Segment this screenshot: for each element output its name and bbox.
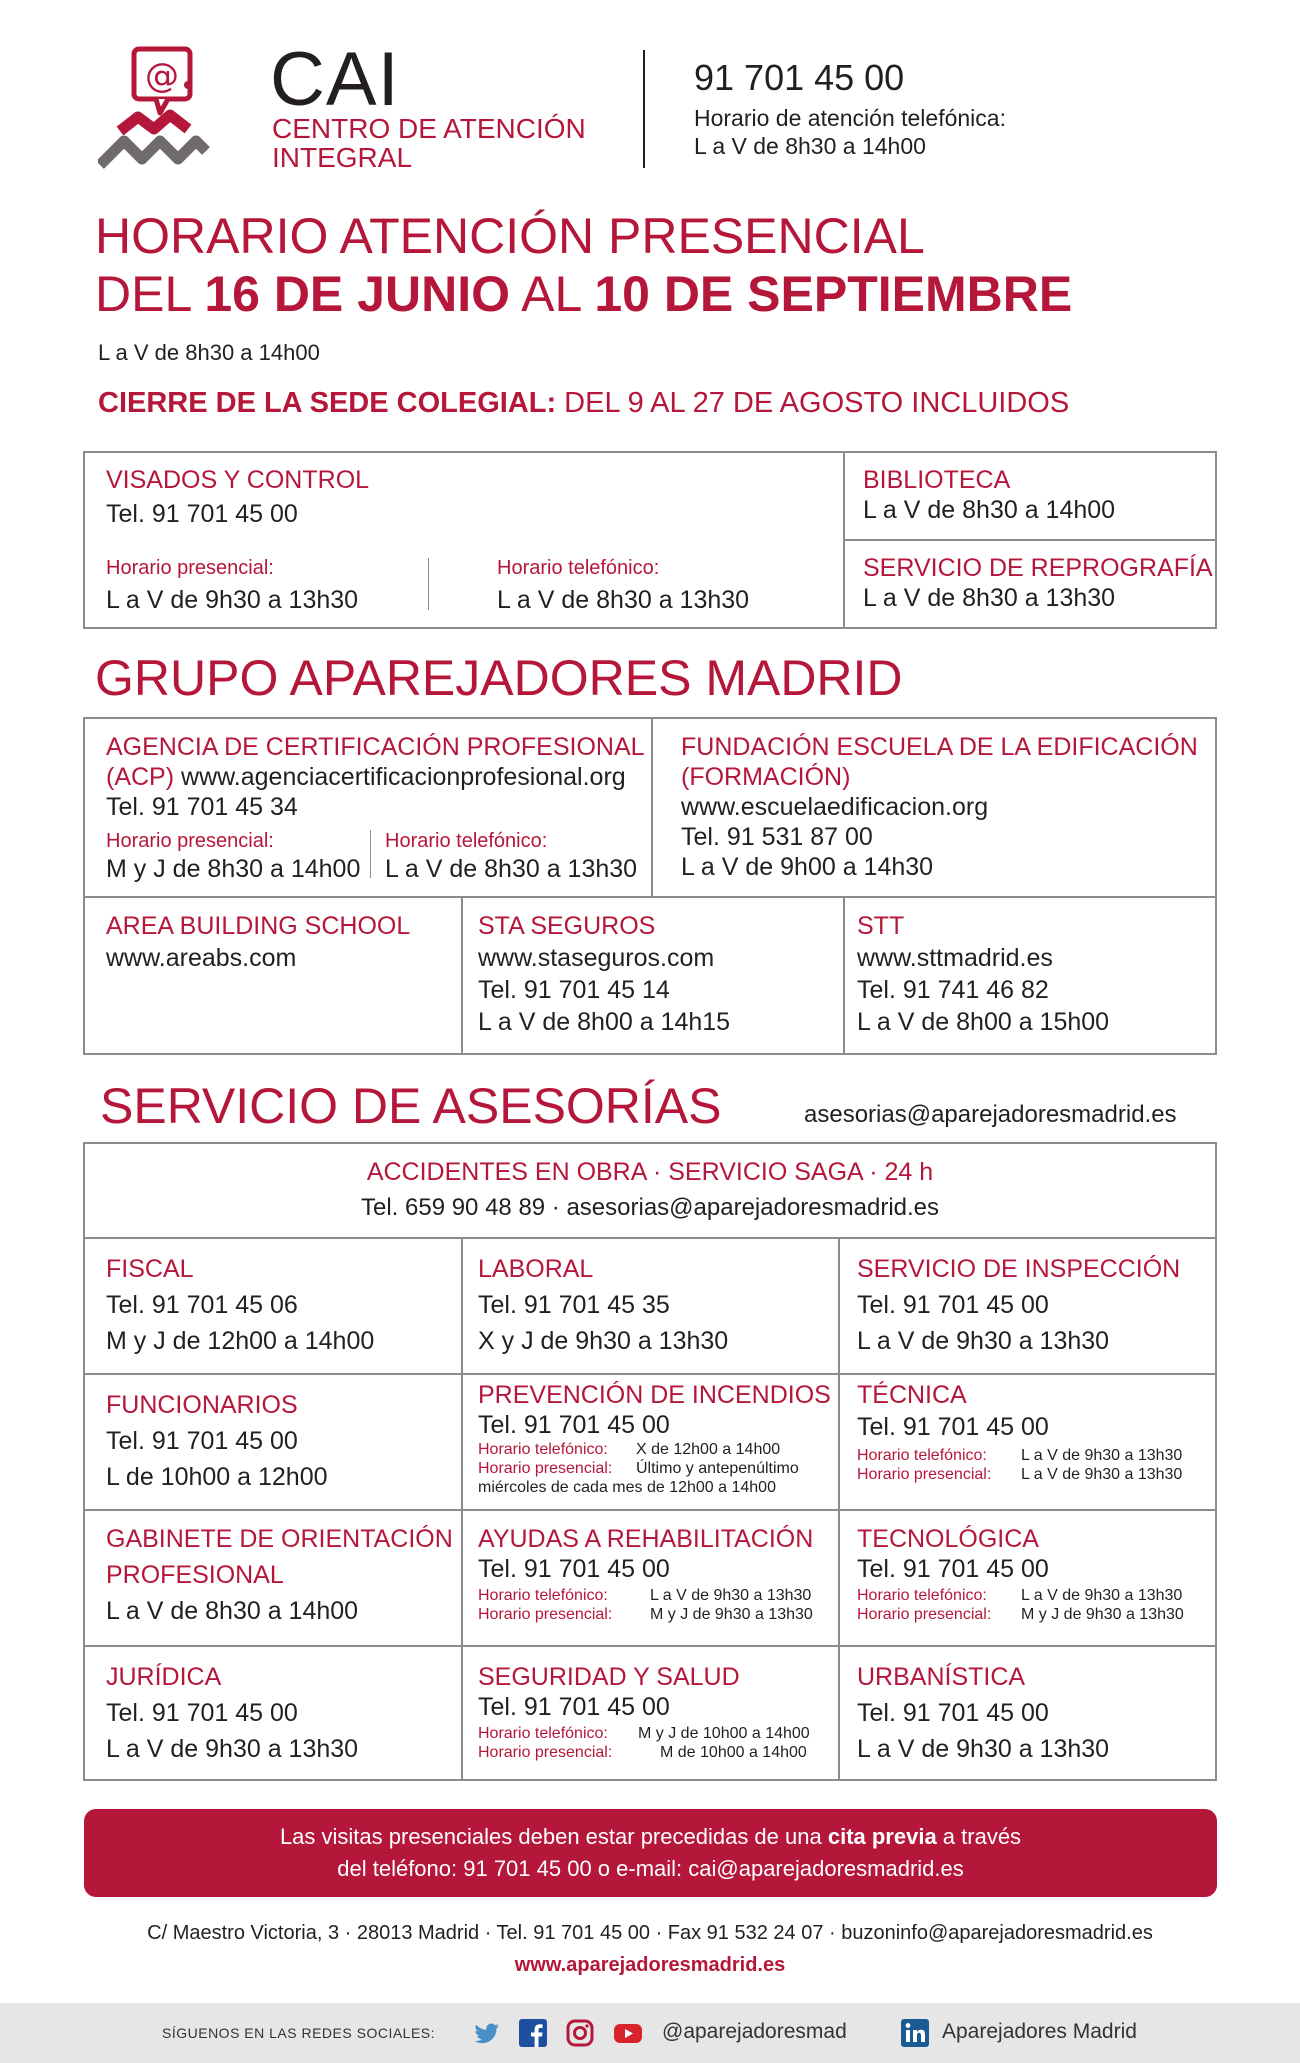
telefonico-hours: L a V de 8h30 a 13h30 xyxy=(385,855,638,883)
presencial-label: Horario presencial: xyxy=(478,1606,613,1623)
accidentes-cell xyxy=(85,1157,1215,1223)
presencial-hours: M y J de 8h30 a 14h00 xyxy=(106,855,361,883)
divider xyxy=(651,717,653,898)
biblioteca-hours: L a V de 8h30 a 14h00 xyxy=(863,496,1116,524)
divider xyxy=(83,1509,1217,1511)
divider xyxy=(843,539,1217,541)
fundacion-hours: L a V de 9h00 a 14h30 xyxy=(681,853,934,881)
divider xyxy=(838,1237,840,1781)
facebook-icon[interactable] xyxy=(518,2018,548,2048)
incendios-tel[interactable]: Tel. 91 701 45 00 xyxy=(478,1411,670,1439)
fiscal-cell xyxy=(106,1254,374,1356)
funcionarios-cell xyxy=(106,1390,328,1492)
tecnologica-cell xyxy=(857,1524,1184,1624)
acp-title: AGENCIA DE CERTIFICACIÓN PROFESIONAL xyxy=(106,733,645,761)
linkedin-icon[interactable] xyxy=(900,2018,930,2048)
telefonico-label: Horario telefónico: xyxy=(478,1725,608,1742)
asesorias-email[interactable]: asesorias@aparejadoresmadrid.es xyxy=(804,1101,1177,1128)
tecnica-title: TÉCNICA xyxy=(857,1381,967,1409)
presencial-label: Horario presencial: xyxy=(478,1744,613,1761)
urbanistica-tel[interactable]: Tel. 91 701 45 00 xyxy=(857,1699,1049,1727)
seguridad-cell xyxy=(478,1662,810,1762)
header-phone[interactable]: 91 701 45 00 xyxy=(694,57,905,98)
juridica-cell xyxy=(106,1662,358,1764)
presencial-label: Horario presencial: xyxy=(106,557,274,579)
funcionarios-title: FUNCIONARIOS xyxy=(106,1391,298,1419)
gabinete-hours: L a V de 8h30 a 14h00 xyxy=(106,1597,359,1625)
telefonico-hours: M y J de 10h00 a 14h00 xyxy=(638,1725,810,1742)
cai-logo xyxy=(98,45,210,173)
sta-hours: L a V de 8h00 a 14h15 xyxy=(478,1008,731,1036)
logo-title: CAI xyxy=(270,37,400,122)
tecnologica-title: TECNOLÓGICA xyxy=(857,1525,1039,1553)
divider xyxy=(83,1645,1217,1647)
fundacion-tel[interactable]: Tel. 91 531 87 00 xyxy=(681,823,873,851)
funcionarios-tel[interactable]: Tel. 91 701 45 00 xyxy=(106,1427,298,1455)
juridica-tel[interactable]: Tel. 91 701 45 00 xyxy=(106,1699,298,1727)
urbanistica-hours: L a V de 9h30 a 13h30 xyxy=(857,1735,1110,1763)
tecnologica-tel[interactable]: Tel. 91 701 45 00 xyxy=(857,1555,1049,1583)
instagram-icon[interactable] xyxy=(565,2018,595,2048)
rehabilitacion-tel[interactable]: Tel. 91 701 45 00 xyxy=(478,1555,670,1583)
youtube-icon[interactable] xyxy=(613,2018,643,2048)
reprografia-title: SERVICIO DE REPROGRAFÍA xyxy=(863,554,1213,582)
accidentes-title: ACCIDENTES EN OBRA · SERVICIO SAGA · 24 h xyxy=(366,1158,934,1186)
stt-tel[interactable]: Tel. 91 741 46 82 xyxy=(857,976,1049,1004)
telefonico-label: Horario telefónico: xyxy=(857,1447,987,1464)
linkedin-name[interactable]: Aparejadores Madrid xyxy=(942,2020,1137,2043)
divider xyxy=(370,830,371,878)
divider xyxy=(461,1237,463,1781)
tecnica-cell xyxy=(857,1380,1182,1484)
presencial-hours: Último y antepenúltimo xyxy=(636,1460,799,1477)
telefonico-hours: L a V de 9h30 a 13h30 xyxy=(650,1587,812,1604)
divider xyxy=(83,1237,1217,1239)
presencial-label: Horario presencial: xyxy=(857,1606,992,1623)
inspeccion-hours: L a V de 9h30 a 13h30 xyxy=(857,1327,1110,1355)
reprografia-cell xyxy=(863,553,1213,613)
abs-cell xyxy=(106,911,410,973)
header-divider xyxy=(643,50,645,168)
sta-title: STA SEGUROS xyxy=(478,912,656,940)
acp-tel[interactable]: Tel. 91 701 45 34 xyxy=(106,793,298,821)
stt-cell xyxy=(857,911,1109,1037)
visados-presencial xyxy=(106,555,358,615)
header-hours: L a V de 8h30 a 14h00 xyxy=(694,133,926,159)
visados-telefonico xyxy=(497,555,749,615)
laboral-hours: X y J de 9h30 a 13h30 xyxy=(478,1327,729,1355)
acp-acronym: (ACP) xyxy=(106,763,175,791)
incendios-cell xyxy=(478,1380,831,1497)
juridica-title: JURÍDICA xyxy=(106,1663,222,1691)
divider xyxy=(83,1373,1217,1375)
visados-title: VISADOS Y CONTROL xyxy=(106,466,370,494)
cita-previa-banner xyxy=(84,1809,1217,1897)
closure-notice: CIERRE DE LA SEDE COLEGIAL: DEL 9 AL 27 DE AGOSTO INCLUIDOS xyxy=(98,387,1070,419)
telefonico-label: Horario telefónico: xyxy=(478,1441,608,1458)
page-title-dates: DEL 16 DE JUNIO AL 10 DE SEPTIEMBRE xyxy=(95,266,1073,322)
abs-title: AREA BUILDING SCHOOL xyxy=(106,912,411,940)
acp-cell xyxy=(106,732,645,822)
social-label: SÍGUENOS EN LAS REDES SOCIALES: xyxy=(162,2025,436,2041)
presencial-hours: M y J de 9h30 a 13h30 xyxy=(1021,1606,1184,1623)
inspeccion-title: SERVICIO DE INSPECCIÓN xyxy=(857,1255,1181,1283)
biblioteca-title: BIBLIOTECA xyxy=(863,466,1011,494)
telefonico-hours: X de 12h00 a 14h00 xyxy=(636,1441,781,1458)
presencial-hours: L a V de 9h30 a 13h30 xyxy=(1021,1466,1183,1483)
presencial-label: Horario presencial: xyxy=(478,1460,613,1477)
sta-tel[interactable]: Tel. 91 701 45 14 xyxy=(478,976,670,1004)
fundacion-web[interactable]: www.escuelaedificacion.org xyxy=(681,793,989,821)
acp-presencial xyxy=(106,828,360,884)
stt-title: STT xyxy=(857,912,905,940)
asesorias-title: SERVICIO DE ASESORÍAS xyxy=(100,1078,722,1134)
telefonico-label: Horario telefónico: xyxy=(497,557,660,579)
acp-web[interactable]: www.agenciacertificacionprofesional.org xyxy=(174,763,626,791)
banner-line-1: Las visitas presenciales deben estar precedidas de una cita previa a través xyxy=(279,1824,1022,1849)
seguridad-title: SEGURIDAD Y SALUD xyxy=(478,1663,740,1691)
footer-website-link[interactable]: www.aparejadoresmadrid.es xyxy=(514,1954,786,1976)
header-hours-label: Horario de atención telefónica: xyxy=(694,105,1006,131)
gabinete-title: GABINETE DE ORIENTACIÓN xyxy=(106,1525,453,1553)
social-handle[interactable]: @aparejadoresmad xyxy=(662,2020,847,2043)
divider xyxy=(843,896,845,1055)
funcionarios-hours: L de 10h00 a 12h00 xyxy=(106,1463,328,1491)
presencial-hours: M y J de 9h30 a 13h30 xyxy=(650,1606,813,1623)
presencial-hours-2: miércoles de cada mes de 12h00 a 14h00 xyxy=(478,1479,776,1496)
laboral-cell xyxy=(478,1254,728,1356)
laboral-title: LABORAL xyxy=(478,1255,594,1283)
accidentes-contact[interactable]: Tel. 659 90 48 89 · asesorias@aparejadoresmadrid.es xyxy=(360,1194,940,1221)
fundacion-title: FUNDACIÓN ESCUELA DE LA EDIFICACIÓN xyxy=(681,733,1198,761)
tecnica-tel[interactable]: Tel. 91 701 45 00 xyxy=(857,1413,1049,1441)
gabinete-title-2: PROFESIONAL xyxy=(106,1561,284,1589)
main-hours: L a V de 8h30 a 14h00 xyxy=(98,340,320,365)
fundacion-title-2: (FORMACIÓN) xyxy=(681,763,851,791)
urbanistica-cell xyxy=(857,1662,1109,1764)
telefonico-label: Horario telefónico: xyxy=(385,830,548,852)
presencial-label: Horario presencial: xyxy=(857,1466,992,1483)
footer-address: C/ Maestro Victoria, 3 · 28013 Madrid · Tel. 91 701 45 00 · Fax 91 532 24 07 · buzoninfo@aparejadoresmadrid.es xyxy=(147,1922,1153,1944)
rehabilitacion-title: AYUDAS A REHABILITACIÓN xyxy=(478,1525,814,1553)
telefonico-hours: L a V de 9h30 a 13h30 xyxy=(1021,1447,1183,1464)
visados-tel[interactable]: Tel. 91 701 45 00 xyxy=(106,500,298,528)
banner-line-2: del teléfono: 91 701 45 00 o e-mail: cai@aparejadoresmadrid.es xyxy=(337,1856,964,1881)
inspeccion-tel[interactable]: Tel. 91 701 45 00 xyxy=(857,1291,1049,1319)
telefonico-label: Horario telefónico: xyxy=(478,1587,608,1604)
fiscal-tel[interactable]: Tel. 91 701 45 06 xyxy=(106,1291,298,1319)
juridica-hours: L a V de 9h30 a 13h30 xyxy=(106,1735,359,1763)
logo-subtitle-2: INTEGRAL xyxy=(272,142,413,173)
svg-text:@: @ xyxy=(145,56,179,96)
acp-telefonico xyxy=(385,828,637,884)
sta-cell xyxy=(478,911,730,1037)
incendios-title: PREVENCIÓN DE INCENDIOS xyxy=(478,1381,831,1409)
fundacion-cell xyxy=(681,732,1198,882)
divider xyxy=(461,896,463,1055)
seguridad-tel[interactable]: Tel. 91 701 45 00 xyxy=(478,1693,670,1721)
rehabilitacion-cell xyxy=(478,1524,813,1624)
divider xyxy=(428,558,429,610)
logo-subtitle: CENTRO DE ATENCIÓN xyxy=(272,113,586,144)
page-title: HORARIO ATENCIÓN PRESENCIAL xyxy=(95,208,925,264)
sta-web[interactable]: www.staseguros.com xyxy=(478,944,715,972)
biblioteca-cell xyxy=(863,465,1115,525)
inspeccion-cell xyxy=(857,1254,1180,1356)
fiscal-hours: M y J de 12h00 a 14h00 xyxy=(106,1327,375,1355)
presencial-hours: L a V de 9h30 a 13h30 xyxy=(106,586,359,614)
telefonico-hours: L a V de 8h30 a 13h30 xyxy=(497,586,750,614)
divider xyxy=(83,896,1217,898)
abs-web[interactable]: www.areabs.com xyxy=(106,944,297,972)
stt-hours: L a V de 8h00 a 15h00 xyxy=(857,1008,1110,1036)
urbanistica-title: URBANÍSTICA xyxy=(857,1663,1026,1691)
laboral-tel[interactable]: Tel. 91 701 45 35 xyxy=(478,1291,670,1319)
presencial-label: Horario presencial: xyxy=(106,830,274,852)
stt-web[interactable]: www.sttmadrid.es xyxy=(857,944,1053,972)
grupo-title: GRUPO APAREJADORES MADRID xyxy=(95,650,903,706)
telefonico-hours: L a V de 9h30 a 13h30 xyxy=(1021,1587,1183,1604)
gabinete-cell xyxy=(106,1524,453,1626)
visados-cell xyxy=(106,465,369,529)
telefonico-label: Horario telefónico: xyxy=(857,1587,987,1604)
twitter-icon[interactable] xyxy=(472,2018,502,2048)
fiscal-title: FISCAL xyxy=(106,1255,194,1283)
reprografia-hours: L a V de 8h30 a 13h30 xyxy=(863,584,1116,612)
presencial-hours: M de 10h00 a 14h00 xyxy=(660,1744,807,1761)
